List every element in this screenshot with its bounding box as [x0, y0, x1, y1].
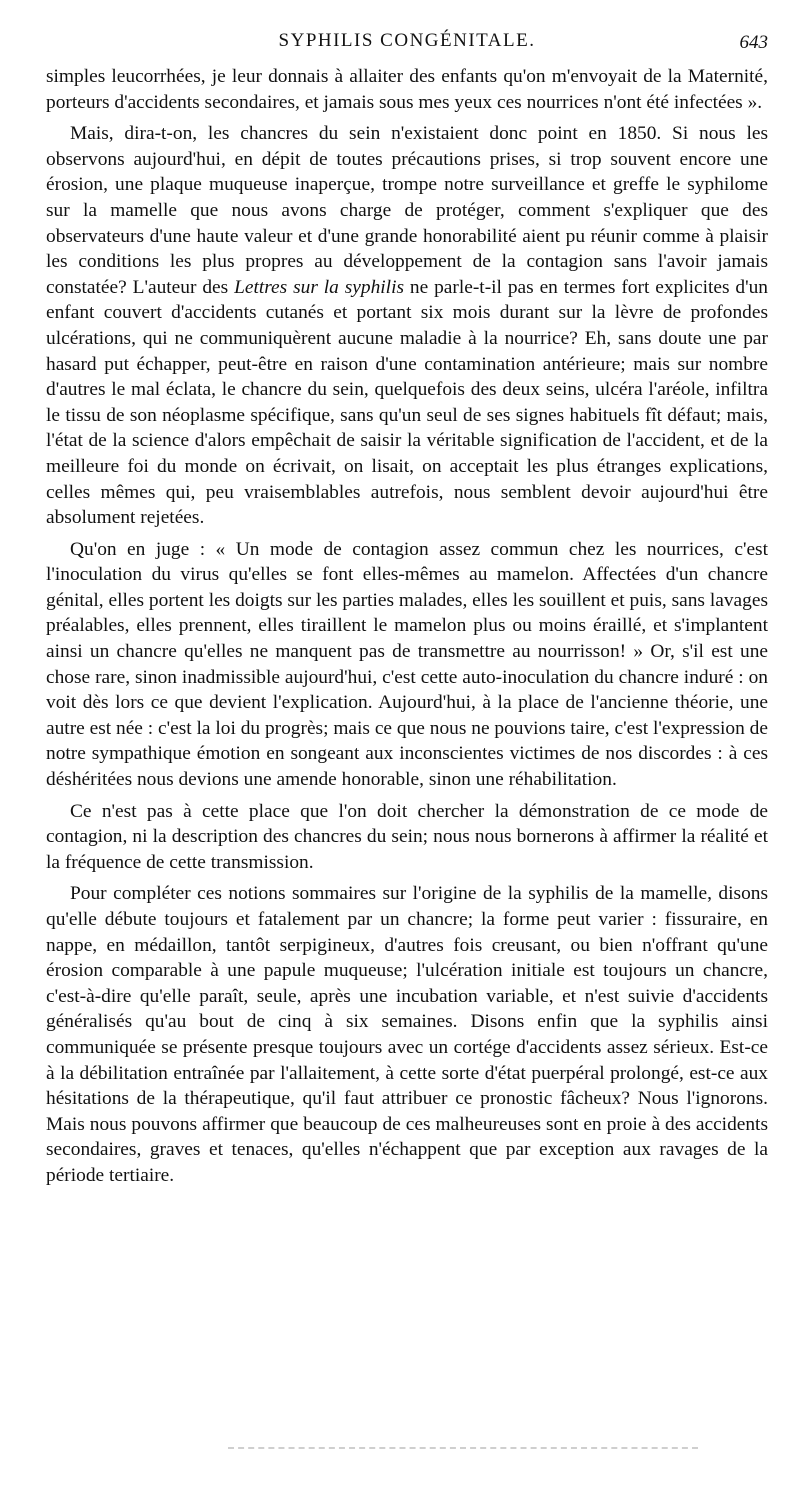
paragraph-2	[46, 121, 768, 531]
book-title-reference: Lettres sur la syphilis	[234, 276, 405, 298]
bottom-rule	[228, 1447, 698, 1449]
paragraph-4: Ce n'est pas à cette place que l'on doit chercher la démonstration de ce mode de contagion, ni la description des chancres du sein; nous nous bornerons à affirmer la réalité et la fréquence de cette transmission.	[46, 800, 768, 873]
running-title: SYPHILIS CONGÉNITALE.	[278, 30, 536, 51]
paragraph-5: Pour compléter ces notions sommaires sur l'origine de la syphilis de la mamelle, disons qu'elle débute toujours et fatalement par un chancre; la forme peut varier : fissuraire, en nappe, en médaillon, tantôt serpigineux, d'autres fois creusant, ou bien n'offrant qu'une érosion comparable à une papule muqueuse; l'ulcération initiale est toujours un chancre, c'est-à-dire qu'elle paraît, seule, après une incubation variable, et n'est suivie d'accidents généralisés qu'au bout de cinq à six semaines. Disons enfin que la syphilis ainsi communiquée se présente presque toujours avec un cortége d'accidents assez sérieux. Est-ce à la débilitation entraînée par l'allaitement, à cette sorte d'état puerpéral prolongé, est-ce aux hésitations de la thérapeutique, qu'il faut attribuer ce pronostic fâcheux? Nous l'ignorons. Mais nous pouvons affirmer que beaucoup de ces malheureuses sont en proie à des accidents secondaires, graves et tenaces, qu'elles n'échappent que par exception aux ravages de la période tertiaire.	[46, 883, 768, 1186]
paragraph-2-part-1: Mais, dira-t-on, les chancres du sein n'existaient donc point en 1850. Si nous les observons aujourd'hui, en dépit de toutes précautions prises, si trop souvent encore une érosion, une plaque muqueuse inaperçue, trompe notre surveillance et greffe le syphilome sur la mamelle que nous avons charge de protéger, comment s'expliquer que des observateurs d'une haute valeur et d'une grande honorabilité aient pu réunir comme à plaisir les conditions les plus propres au développement de la contagion sans l'avoir jamais constatée? L'auteur des	[46, 123, 768, 298]
page-number: 643	[739, 32, 768, 53]
paragraph-3: Qu'on en juge : « Un mode de contagion assez commun chez les nourrices, c'est l'inoculation du virus qu'elles se font elles-mêmes au mamelon. Affectées d'un chancre génital, elles portent les doigts sur les parties malades, elles les souillent et puis, sans lavages préalables, elles prennent, elles tiraillent le mamelon plus ou moins éraillé, et s'implantent ainsi un chancre qu'elles ne manquent pas de transmettre au nourrisson! » Or, s'il est une chose rare, sinon inadmissible aujourd'hui, c'est cette auto-inoculation du chancre induré : on voit dès lors ce que devient l'explication. Aujourd'hui, à la place de l'ancienne théorie, une autre est née : c'est la loi du progrès; mais ce que nous ne pouvions taire, c'est l'expression de notre sympathique émotion en songeant aux inconscientes victimes de nos discordes : à ces déshéritées nous devions une amende honorable, sinon une réhabilitation.	[46, 538, 768, 791]
running-head	[46, 30, 768, 64]
paragraph-1: simples leucorrhées, je leur donnais à allaiter des enfants qu'on m'envoyait de la Maternité, porteurs d'accidents secondaires, et jamais sous mes yeux ces nourrices n'ont été infectées ».	[46, 66, 768, 113]
book-page	[46, 30, 768, 1189]
paragraph-2-part-2: ne parle-t-il pas en termes fort explicites d'un enfant couvert d'accidents cutanés et portant six mois durant sur la lèvre de profondes ulcérations, qui ne communiquèrent aucune maladie à la nourrice? Eh, sans doute une par hasard put échapper, peut-être en raison d'une contamination antérieure; mais sur nombre d'autres le mal éclata, le chancre du sein, quelquefois des deux seins, ulcéra l'aréole, infiltra le tissu de son néoplasme spécifique, sans qu'un seul de ses signes habituels fît défaut; mais, l'état de la science d'alors empêchait de saisir la véritable signification de l'accident, et de la meilleure foi du monde on écrivait, on lisait, on acceptait les plus étranges explications, celles mêmes qui, peu vraisemblables autrefois, nous semblent devoir aujourd'hui être absolument rejetées.	[46, 276, 769, 529]
body-text	[46, 64, 768, 1189]
